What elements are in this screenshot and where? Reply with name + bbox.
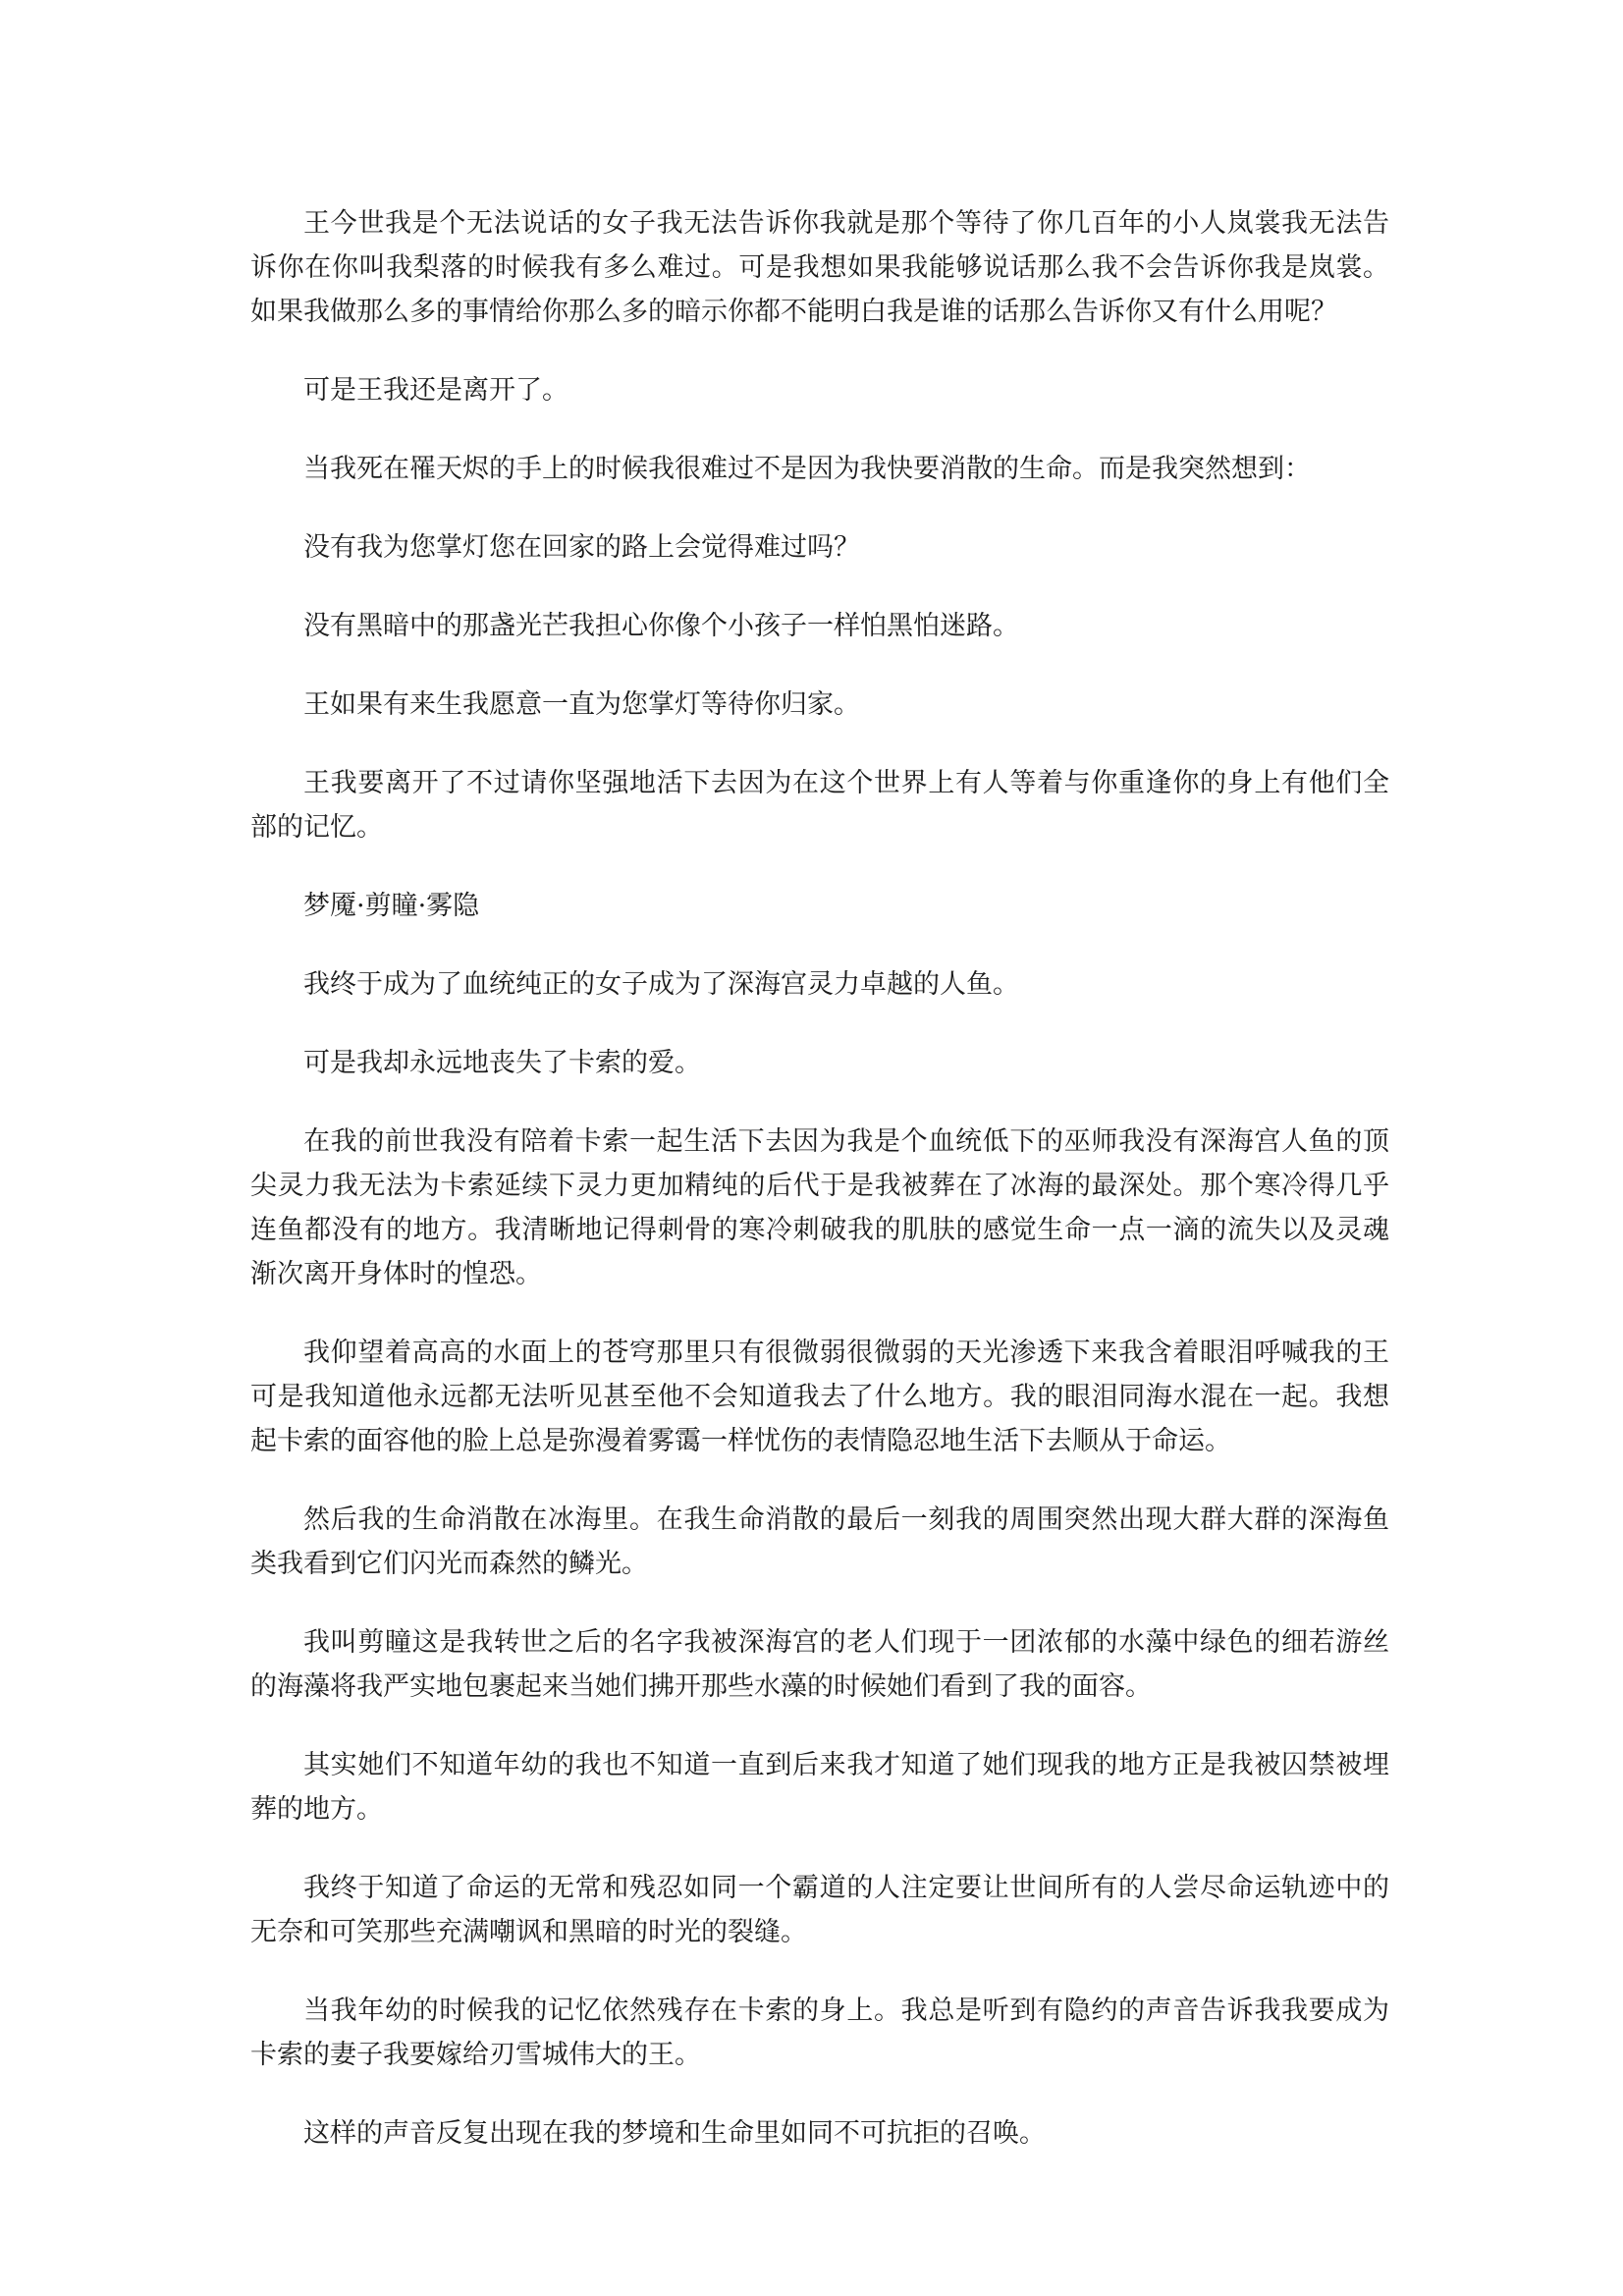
paragraph-16: 我终于知道了命运的无常和残忍如同一个霸道的人注定要让世间所有的人尝尽命运轨迹中的无奈和可笑那些充满嘲讽和黑暗的时光的裂缝。 <box>250 1873 1389 1947</box>
paragraph-1: 王今世我是个无法说话的女子我无法告诉你我就是那个等待了你几百年的小人岚裳我无法告诉你在你叫我梨落的时候我有多么难过。可是我想如果我能够说话那么我不会告诉你我是岚裳。如果我做那么多的事情给你那么多的暗示你都不能明白我是谁的话那么告诉你又有什么用呢？ <box>250 208 1389 327</box>
paragraph-17: 当我年幼的时候我的记忆依然残存在卡索的身上。我总是听到有隐约的声音告诉我我要成为卡索的妻子我要嫁给刃雪城伟大的王。 <box>250 1995 1389 2070</box>
paragraph-3: 当我死在罹天烬的手上的时候我很难过不是因为我快要消散的生命。而是我突然想到： <box>303 454 1311 484</box>
paragraph-18: 这样的声音反复出现在我的梦境和生命里如同不可抗拒的召唤。 <box>303 2118 1046 2149</box>
paragraph-9: 我终于成为了血统纯正的女子成为了深海宫灵力卓越的人鱼。 <box>303 969 1019 1000</box>
paragraph-7: 王我要离开了不过请你坚强地活下去因为在这个世界上有人等着与你重逢你的身上有他们全部的记忆。 <box>250 768 1389 843</box>
paragraph-11: 在我的前世我没有陪着卡索一起生活下去因为我是个血统低下的巫师我没有深海宫人鱼的顶尖灵力我无法为卡索延续下灵力更加精纯的后代于是我被葬在了冰海的最深处。那个寒冷得几乎连鱼都没有的地方。我清晰地记得刺骨的寒冷刺破我的肌肤的感觉生命一点一滴的流失以及灵魂渐次离开身体时的惶恐。 <box>250 1126 1389 1289</box>
paragraph-15: 其实她们不知道年幼的我也不知道一直到后来我才知道了她们现我的地方正是我被囚禁被埋葬的地方。 <box>250 1750 1389 1825</box>
paragraph-4: 没有我为您掌灯您在回家的路上会觉得难过吗？ <box>303 532 860 563</box>
section-heading: 梦魇·剪瞳·雾隐 <box>303 891 480 921</box>
paragraph-13: 然后我的生命消散在冰海里。在我生命消散的最后一刻我的周围突然出现大群大群的深海鱼类我看到它们闪光而森然的鳞光。 <box>250 1504 1389 1579</box>
document-page <box>250 201 1389 2190</box>
paragraph-5: 没有黑暗中的那盏光芒我担心你像个小孩子一样怕黑怕迷路。 <box>303 611 1019 641</box>
paragraph-6: 王如果有来生我愿意一直为您掌灯等待你归家。 <box>303 689 860 720</box>
paragraph-10: 可是我却永远地丧失了卡索的爱。 <box>303 1048 701 1078</box>
paragraph-12: 我仰望着高高的水面上的苍穹那里只有很微弱很微弱的天光渗透下来我含着眼泪呼喊我的王可是我知道他永远都无法听见甚至他不会知道我去了什么地方。我的眼泪同海水混在一起。我想起卡索的面容他的脸上总是弥漫着雾霭一样忧伤的表情隐忍地生活下去顺从于命运。 <box>250 1338 1389 1456</box>
paragraph-2: 可是王我还是离开了。 <box>303 375 568 406</box>
paragraph-14: 我叫剪瞳这是我转世之后的名字我被深海宫的老人们现于一团浓郁的水藻中绿色的细若游丝的海藻将我严实地包裹起来当她们拂开那些水藻的时候她们看到了我的面容。 <box>250 1627 1389 1702</box>
